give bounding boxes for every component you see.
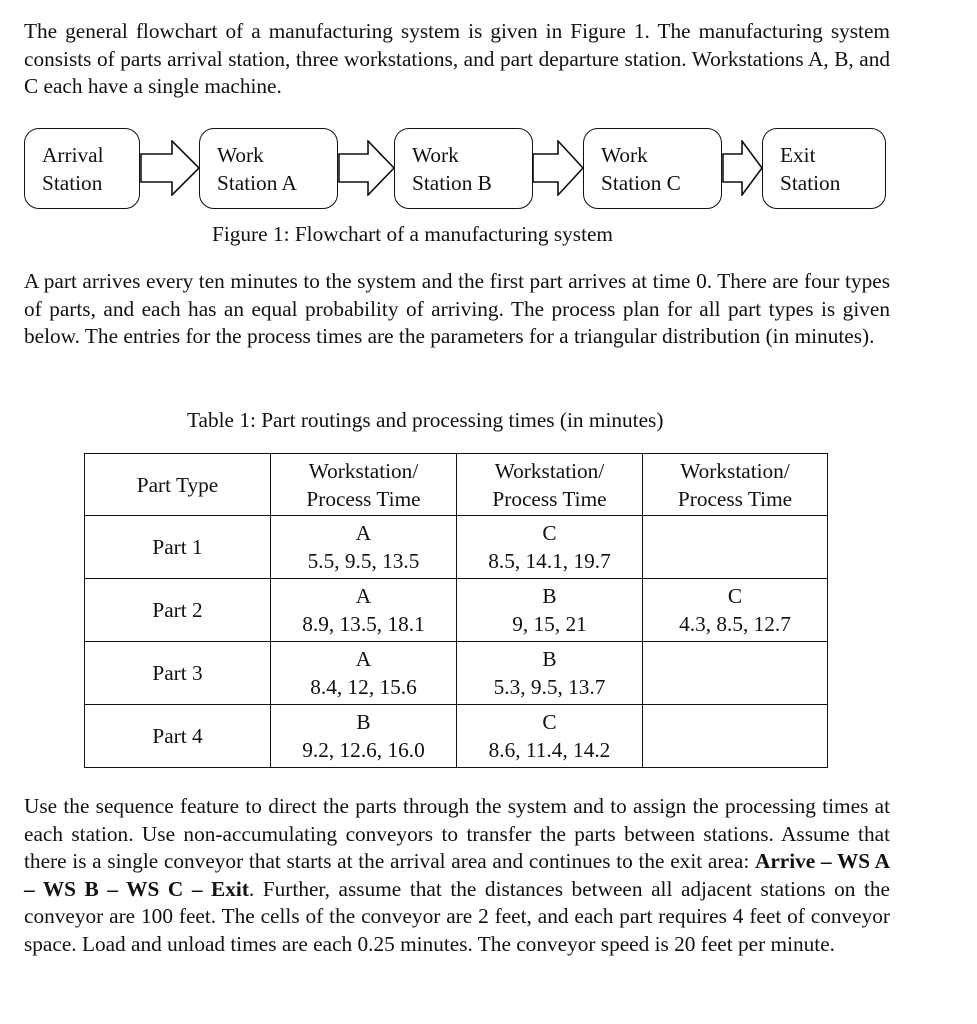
arrow-right-icon [140,140,200,196]
step-cell: B 9.2, 12.6, 16.0 [271,705,457,768]
node-label: Station [780,171,841,195]
flowchart-node-workstation-b [394,128,533,209]
header-workstation: Workstation/ Process Time [457,454,643,516]
node-label: Station [42,171,103,195]
step-cell [643,705,828,768]
instructions-text: . Further, assume that the distances between all adjacent stations on the conveyor are 100 feet. The cells of the conveyor are 2 feet, and each part requires 4 feet of conveyor space. Load and unload times are each 0.25 minutes. The conveyor speed is 20 feet per minute. [24,876,890,956]
table-row [85,516,828,579]
step-cell: A 5.5, 9.5, 13.5 [271,516,457,579]
header-part-type: Part Type [85,454,271,516]
flowchart-node-exit [762,128,886,209]
arrow-right-icon [532,140,584,196]
flowchart-node-workstation-a [199,128,338,209]
step-cell [643,642,828,705]
arrow-right-icon [338,140,395,196]
step-cell: B 9, 15, 21 [457,579,643,642]
figure-caption: Figure 1: Flowchart of a manufacturing system [212,222,614,246]
arrow-right-icon [722,140,763,196]
part-type-cell: Part 2 [85,579,271,642]
table-header-row [85,454,828,516]
step-cell: A 8.9, 13.5, 18.1 [271,579,457,642]
conveyor-route: Arrive – WS A – WS B – WS C – Exit [24,849,890,901]
table-row [85,642,828,705]
node-label: Station A [217,171,297,195]
node-label: Work [601,143,648,167]
table-row [85,579,828,642]
table-caption: Table 1: Part routings and processing times (in minutes) [187,408,664,432]
step-cell: C 4.3, 8.5, 12.7 [643,579,828,642]
node-label: Arrival [42,143,104,167]
step-cell: A 8.4, 12, 15.6 [271,642,457,705]
step-cell [643,516,828,579]
description-paragraph: A part arrives every ten minutes to the system and the first part arrives at time 0. There are four types of parts, and each has an equal probability of arriving. The process plan for all part types is given below. The entries for the process times are the parameters for a triangular distribution (in minutes). [24,269,890,348]
header-workstation: Workstation/ Process Time [643,454,828,516]
step-cell: B 5.3, 9.5, 13.7 [457,642,643,705]
node-label: Work [217,143,264,167]
node-label: Exit [780,143,816,167]
flowchart-node-arrival [24,128,140,209]
routing-table [84,453,828,768]
node-label: Work [412,143,459,167]
step-cell: C 8.6, 11.4, 14.2 [457,705,643,768]
part-type-cell: Part 3 [85,642,271,705]
header-workstation: Workstation/ Process Time [271,454,457,516]
node-label: Station B [412,171,492,195]
step-cell: C 8.5, 14.1, 19.7 [457,516,643,579]
instructions-paragraph [24,793,890,958]
node-label: Station C [601,171,681,195]
flowchart-node-workstation-c [583,128,722,209]
instructions-text: Use the sequence feature to direct the parts through the system and to assign the processing times at each station. Use non-accumulating conveyors to transfer the parts between stations. Assume that there is a single conveyor that starts at the arrival area and continues to the exit area: [24,794,890,873]
part-type-cell: Part 4 [85,705,271,768]
part-type-cell: Part 1 [85,516,271,579]
intro-paragraph: The general flowchart of a manufacturing system is given in Figure 1. The manufacturing system consists of parts arrival station, three workstations, and part departure station. Workstations A, B, and C each have a single machine. [24,19,890,98]
table-row [85,705,828,768]
